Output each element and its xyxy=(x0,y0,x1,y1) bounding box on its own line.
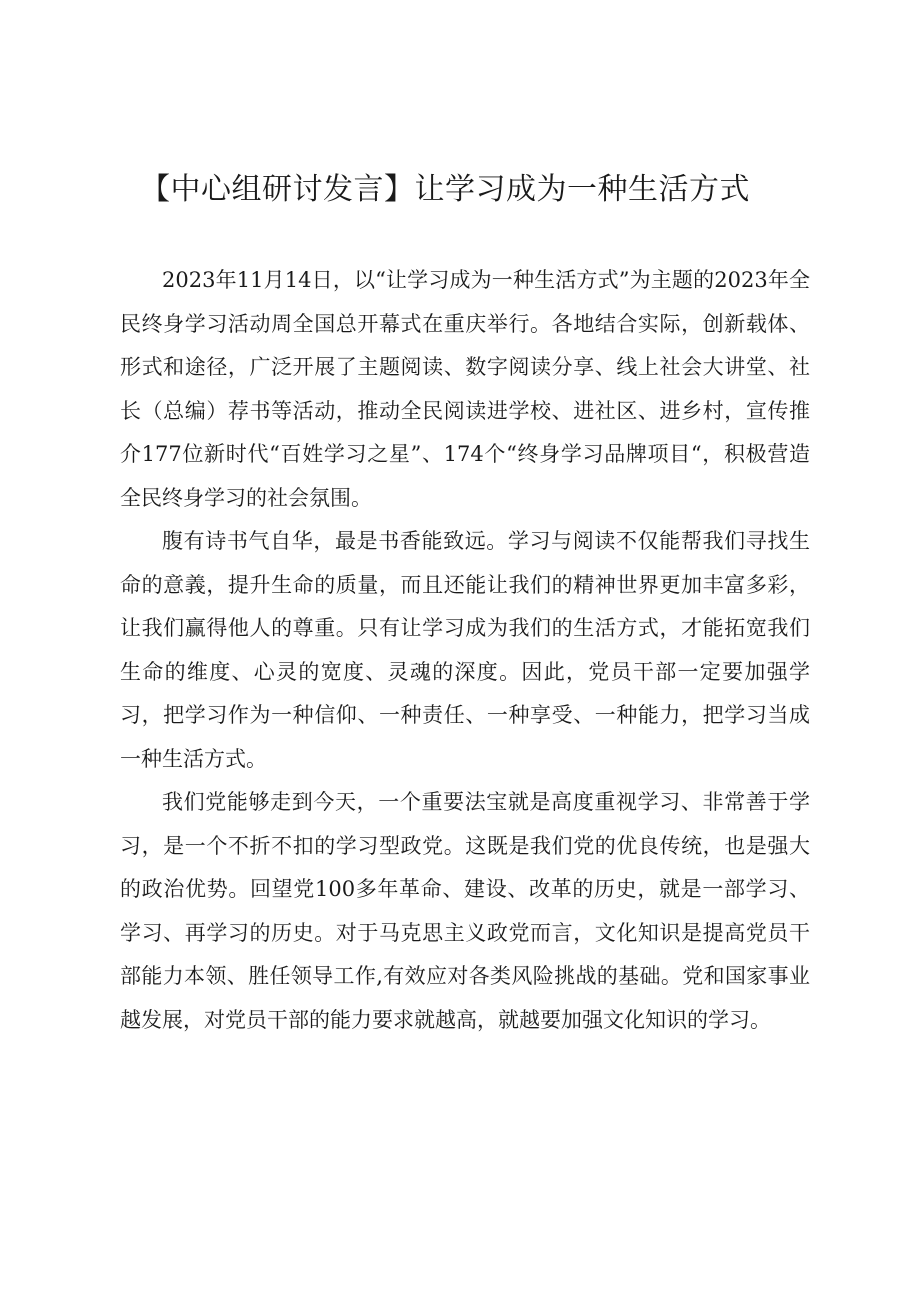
document-body xyxy=(120,259,810,1042)
paragraph-2: 腹有诗书气自华，最是书香能致远。学习与阅读不仅能帮我们寻找生命的意義，提升生命的质量，而且还能让我们的精神世界更加丰富多彩，让我们赢得他人的尊重。只有让学习成为我们的生活方式，才能拓宽我们生命的维度、心灵的宽度、灵魂的深度。因此，党员干部一定要加强学习，把学习作为一种信仰、一种责任、一种享受、一种能力，把学习当成一种生活方式。 xyxy=(120,529,810,771)
document-title: 【中心组研讨发言】让学习成为一种生活方式 xyxy=(140,172,750,207)
paragraph-1: 2023年11月14日，以“让学习成为一种生活方式”为主题的2023年全民终身学习活动周全国总开幕式在重庆举行。各地结合实际，创新载体、形式和途径，广泛开展了主题阅读、数字阅读分享、线上社会大讲堂、社长（总编）荐书等活动，推动全民阅读进学校、进社区、进乡村，宣传推介177位新时代“百姓学习之星”、174个“终身学习品牌项目“，积极营造全民终身学习的社会氛围。 xyxy=(120,268,810,510)
paragraph-3: 我们党能够走到今天，一个重要法宝就是高度重视学习、非常善于学习，是一个不折不扣的学习型政党。这既是我们党的优良传统，也是强大的政治优势。回望党100多年革命、建设、改革的历史，就是一部学习、学习、再学习的历史。对于马克思主义政党而言，文化知识是提高党员干部能力本领、胜任领导工作,有效应对各类风险挑战的基础。党和国家事业越发展，对党员干部的能力要求就越高，就越要加强文化知识的学习。 xyxy=(120,790,810,1032)
